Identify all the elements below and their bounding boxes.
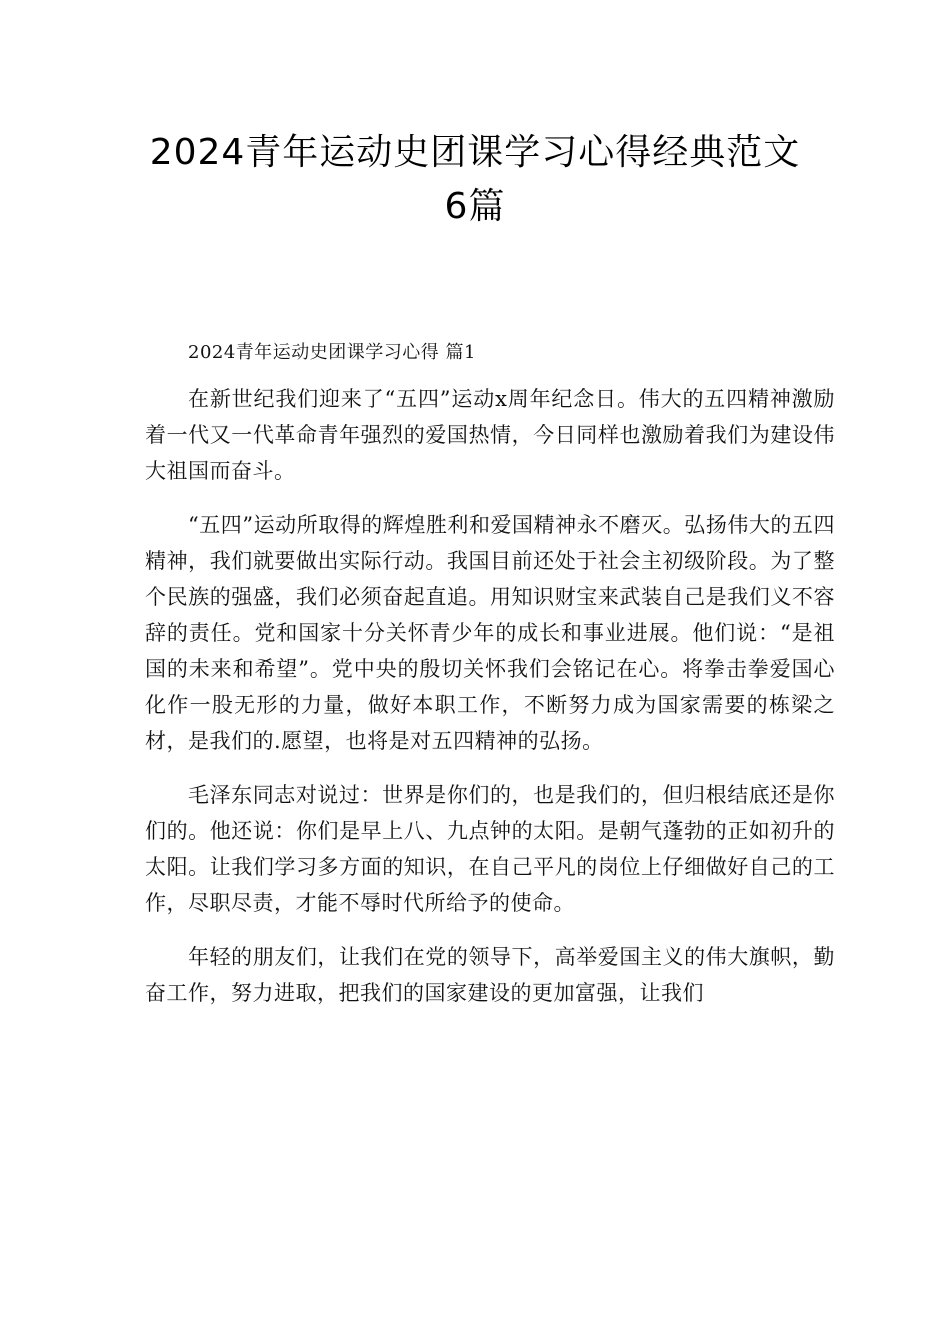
paragraph: “五四”运动所取得的辉煌胜利和爱国精神永不磨灭。弘扬伟大的五四精神，我们就要做出实际行动。我国目前还处于社会主初级阶段。为了整个民族的强盛，我们必须奋起直追。用知识财宝来武装自己是我们义不容辞的责任。党和国家十分关怀青少年的成长和事业进展。他们说：“是祖国的未来和希望”。党中央的殷切关怀我们会铭记在心。将拳击拳爱国心化作一股无形的力量，做好本职工作，不断努力成为国家需要的栋梁之材，是我们的.愿望，也将是对五四精神的弘扬。 — [145, 513, 835, 753]
title-line-1: 2024青年运动史团课学习心得经典范文 — [149, 132, 801, 173]
document-body — [145, 335, 835, 1029]
paragraph: 在新世纪我们迎来了“五四”运动x周年纪念日。伟大的五四精神激励着一代又一代革命青年强烈的爱国热情，今日同样也激励着我们为建设伟大祖国而奋斗。 — [145, 387, 835, 483]
section-heading: 2024青年运动史团课学习心得 篇1 — [188, 342, 476, 363]
document-title — [120, 126, 830, 234]
paragraph: 年轻的朋友们，让我们在党的领导下，高举爱国主义的伟大旗帜，勤奋工作，努力进取，把我们的国家建设的更加富强，让我们 — [145, 945, 835, 1005]
title-line-2: 6篇 — [444, 186, 506, 227]
paragraph: 毛泽东同志对说过：世界是你们的，也是我们的，但归根结底还是你们的。他还说：你们是早上八、九点钟的太阳。是朝气蓬勃的正如初升的太阳。让我们学习多方面的知识，在自己平凡的岗位上仔细做好自己的工作，尽职尽责，才能不辱时代所给予的使命。 — [145, 783, 835, 915]
